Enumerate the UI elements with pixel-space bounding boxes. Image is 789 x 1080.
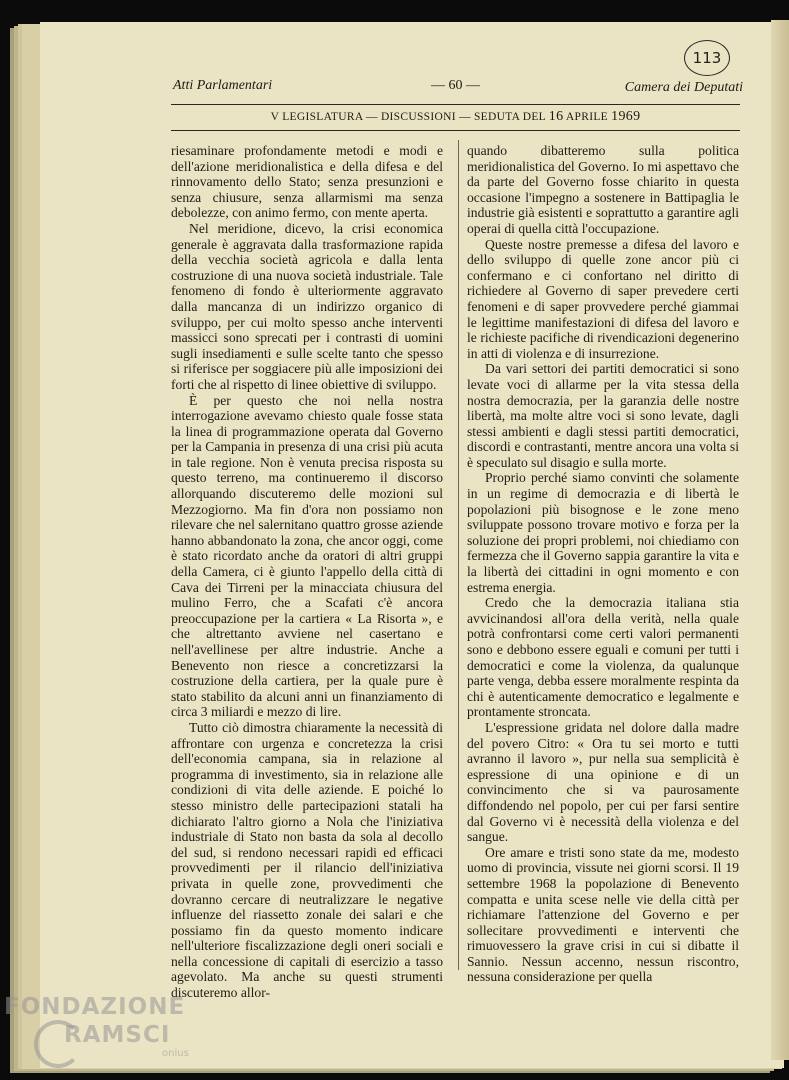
session-month: APRILE [565, 111, 608, 123]
left-column [171, 143, 443, 1001]
column-divider [458, 140, 459, 970]
paragraph: riesaminare profondamente metodi e modi e dell'azione meridionalistica e della difesa e del rinnovamento dello Stato; senza presunzioni e senza chiusure, senza allarmismi ma senza debolezze, con animo fermo, con mente aperta. [171, 143, 443, 221]
running-header [173, 76, 743, 102]
right-column [467, 143, 739, 985]
header-publication: Atti Parlamentari [173, 78, 273, 93]
paragraph: È per questo che noi nella nostra interrogazione avevamo chiesto quale fosse stata la linea di programmazione operata dal Governo per la Campania in presenza di una crisi più acuta in tale regione. Non è venuta precisa risposta su questo terreno, ma continueremo il discorso allorquando discuteremo delle mozioni sul Mezzogiorno. Ma fin d'ora non possiamo non rilevare che nel salernitano quattro grosse aziende hanno abbandonato la zona, che ancor oggi, come è stato ricordato anche da oratori di altri gruppi della Camera, ci è giunto l'appello della città di Cava dei Tirreni per la minacciata chiusura del mulino Ferro, che a Scafati c'è ancora preoccupazione per la cartiera « La Risorta », e che altrettanto avviene nel casertano e nell'avellinese per altre industrie. Anche a Benevento non riesce a concretizzarsi la costruzione della cartiera, per la quale pure è stato stabilito da alcuni anni un finanziamento di circa 3 miliardi e mezzo di lire. [171, 392, 443, 720]
header-rule-top [171, 104, 740, 105]
paragraph: Tutto ciò dimostra chiaramente la necessità di affrontare con urgenza e concretezza la crisi dell'economia campana, sia in relazione al programma di investimento, sia in relazione alle condizioni di vita delle aziende. E poiché lo stesso ministro delle partecipazioni statali ha dichiarato l'altro giorno a Nola che l'iniziativa industriale di Stato non basta da sola al decollo del sud, si rendono necessari rapidi ed efficaci provvedimenti per il rilancio dell'iniziativa privata in quelle zone, provvedimenti che dovranno cercare di neutralizzare le negative influenze del riassetto zonale dei salari e che possiamo fin da questo momento indicare nell'ulteriore fiscalizzazione degli oneri sociali e nella concessione di capitali di esercizio a tasso agevolato. Ma anche su questi strumenti discuteremo allor- [171, 719, 443, 1001]
paragraph: Proprio perché siamo convinti che solamente in un regime di democrazia e di libertà le popolazioni più bisognose e le zone meno sviluppate possono trovare motivo e forza per la soluzione dei propri problemi, noi chiediamo con fermezza che il Governo sappia garantire la vita e la libertà dei cittadini in ogni momento e con estrema energia. [467, 470, 739, 595]
header-rule-bottom [171, 130, 740, 131]
session-subheader [171, 109, 740, 125]
watermark-line2: RAMSCI [64, 1022, 171, 1048]
header-page-number: — 60 — [431, 78, 480, 93]
watermark-line1: FONDAZIONE [4, 994, 186, 1020]
paragraph: quando dibatteremo sulla politica meridionalistica del Governo. Io mi aspettavo che da parte del Governo fosse chiarito in questa occasione l'impegno a sostenere in Battipaglia le industrie già esistenti e soprattutto a garantire agli operai di quella città l'occupazione. [467, 143, 739, 236]
session-day: 16 [548, 109, 564, 124]
archive-stamp-number: 113 [692, 49, 722, 67]
header-chamber: Camera dei Deputati [624, 80, 743, 95]
paragraph: Da vari settori dei partiti democratici si sono levate voci di allarme per la vita stessa della nostra democrazia, per la garanzia delle nostre libertà, ma molte altre voci si sono levate, dagli stessi ambienti e dagli stessi partiti democratici, discordi e contrastanti, mentre ancora una volta si è speculato sul disagio e sulla morte. [467, 361, 739, 470]
paragraph: Nel meridione, dicevo, la crisi economica generale è aggravata dalla trasformazione rapida della vecchia società agricola e dalla lenta costruzione di una nuova società industriale. Tale fenomeno di fondo è ulteriormente aggravato dalla mancanza di un indirizzo organico di sviluppo, per cui molto spesso anche interventi massicci sono sprecati per i contrasti di uomini sugli insediamenti e sulle scelte tanto che spesso si riferisce per soggiacere più alle imposizioni dei forti che al rispetto di linee obiettive di sviluppo. [171, 220, 443, 392]
paragraph: Queste nostre premesse a difesa del lavoro e dello sviluppo di quelle zone ancor più ci confermano e ci confortano nel diritto di richiedere al Governo di saper prevedere certi fenomeni e di saper provvedere perché giammai le legittime manifestazioni di difesa del lavoro e le richieste pacifiche di rivendicazioni degenerino in atti di violenza e di insurrezione. [467, 236, 739, 361]
session-year: 1969 [611, 109, 641, 124]
next-page-edge [771, 20, 789, 1060]
paragraph: L'espressione gridata nel dolore dalla madre del povero Citro: « Ora tu sei morto e tutti avranno il lavoro », pur nella sua semplicità è espressione di una opinione e di un convincimento che si va paurosamente diffondendo nel popolo, per cui per farsi sentire dal Governo vi è necessità della violenza e del sangue. [467, 719, 739, 845]
paragraph: Credo che la democrazia italiana stia avvicinandosi all'ora della verità, nella quale potrà confrontarsi come certi valori permanenti sono e debbono essere eguali e comuni per tutti i democratici e come la violenza, da qualunque parte venga, debba essere moralmente respinta da chi è autenticamente democratico e legalmente e prontamente stroncata. [467, 595, 739, 720]
session-prefix: V LEGISLATURA — DISCUSSIONI — SEDUTA DEL [270, 111, 546, 123]
archive-stamp [684, 40, 730, 76]
fondazione-gramsci-watermark [4, 994, 204, 1064]
watermark-suffix: onlus [162, 1048, 189, 1059]
paragraph: Ore amare e tristi sono state da me, modesto uomo di provincia, vissute nei giorni scorsi. Il 19 settembre 1968 la popolazione di Benevento compatta e unita scese nelle vie della città per richiamare l'attenzione del Governo e per sollecitare provvedimenti e interventi che rimuovessero la grave crisi in cui si dibatte il Sannio. Nessun accenno, nessun riscontro, nessuna considerazione per quella [467, 844, 739, 985]
